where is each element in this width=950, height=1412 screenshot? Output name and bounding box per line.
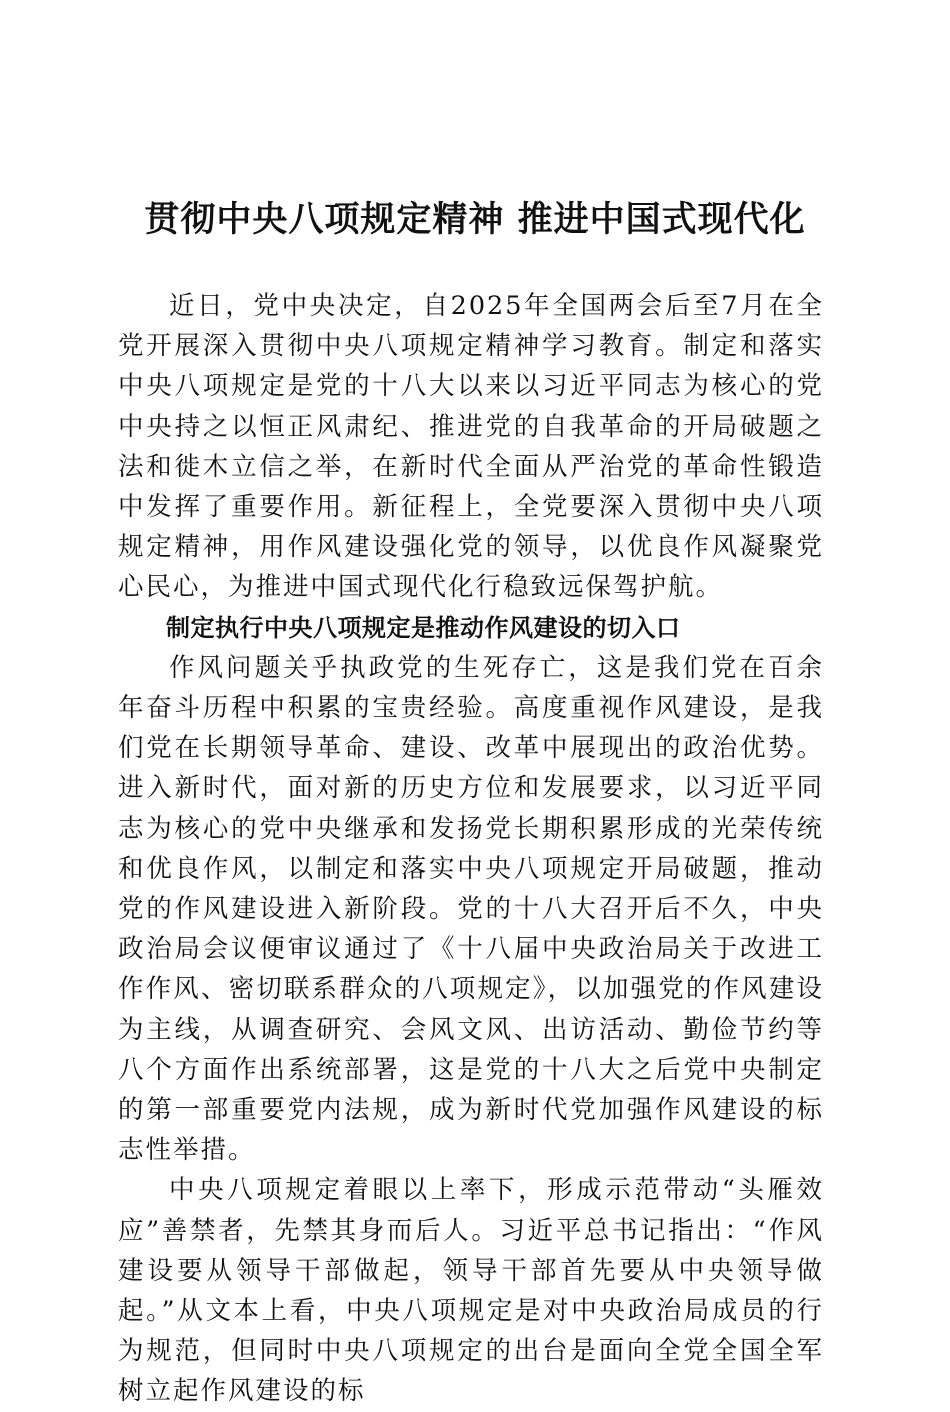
paragraph-style-history: 作风问题关乎执政党的生死存亡，这是我们党在百余年奋斗历程中积累的宝贵经验。高度重视作风建设，是我们党在长期领导革命、建设、改革中展现出的政治优势。进入新时代，面对新的历史方位和发展要求，以习近平同志为核心的党中央继承和发扬党长期积累形成的光荣传统和优良作风，以制定和落实中央八项规定开局破题，推动党的作风建设进入新阶段。党的十八大召开后不久，中央政治局会议便审议通过了《十八届中央政治局关于改进工作作风、密切联系群众的八项规定》，以加强党的作风建设为主线，从调查研究、会风文风、出访活动、勤俭节约等八个方面作出系统部署，这是党的十八大之后党中央制定的第一部重要党内法规，成为新时代党加强作风建设的标志性举措。 (118, 652, 824, 1166)
paragraph-intro: 近日，党中央决定，自2025年全国两会后至7月在全党开展深入贯彻中央八项规定精神学习教育。制定和落实中央八项规定是党的十八大以来以习近平同志为核心的党中央持之以恒正风肃纪、推进党的自我革命的开局破题之法和徙木立信之举，在新时代全面从严治党的革命性锻造中发挥了重要作用。新征程上，全党要深入贯彻中央八项规定精神，用作风建设强化党的领导，以优良作风凝聚党心民心，为推进中国式现代化行稳致远保驾护航。 (118, 291, 824, 603)
document-body (118, 286, 824, 1412)
document-title: 贯彻中央八项规定精神 推进中国式现代化 (144, 199, 806, 240)
paragraph-leading-example: 中央八项规定着眼以上率下，形成示范带动“头雁效应”善禁者，先禁其身而后人。习近平总书记指出：“作风建设要从领导干部做起，领导干部首先要从中央领导做起。”从文本上看，中央八项规定是对中央政治局成员的行为规范，但同时中央八项规定的出台是面向全党全国全军树立起作风建设的标 (118, 1175, 824, 1407)
section-heading: 制定执行中央八项规定是推动作风建设的切入口 (166, 613, 681, 642)
